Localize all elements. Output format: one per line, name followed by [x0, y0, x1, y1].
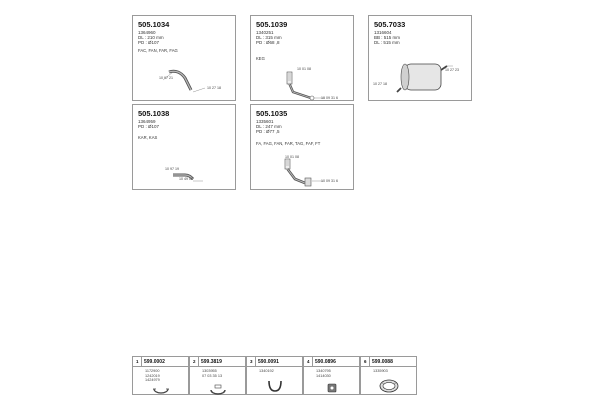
clamp-icon [209, 383, 227, 395]
accessory-ref: 1414030 [316, 373, 331, 378]
accessory-number: 1 [136, 359, 139, 364]
part-diameter: DL : 515 mm [374, 40, 400, 45]
callout: 10 97 21 [159, 76, 173, 80]
accessory-card-1[interactable] [132, 356, 189, 395]
part-diameter: PD : Ø68 ,8 [256, 40, 280, 45]
callout: 10 09 31 6 [321, 179, 338, 183]
part-ref: 1364959 [138, 119, 156, 124]
divider [361, 366, 416, 367]
accessory-refs [145, 369, 160, 383]
part-diameter: PD : Ø107 [138, 124, 160, 129]
accessory-refs [373, 369, 388, 374]
part-code: 505.1034 [138, 20, 170, 29]
accessory-card-4[interactable] [303, 356, 360, 395]
bracket-icon [266, 379, 284, 393]
part-length: BB : 515 mm [374, 35, 401, 40]
accessory-code: 599.0088 [372, 359, 393, 365]
accessory-card-2[interactable] [189, 356, 246, 395]
part-code: 505.1038 [138, 109, 170, 118]
pipe-drawing [163, 161, 223, 191]
accessory-ref: 1424979 [145, 378, 160, 383]
part-card-505-1039[interactable] [250, 15, 354, 101]
accessory-code: 590.0896 [315, 359, 336, 365]
accessory-code: 599.0002 [144, 359, 165, 365]
part-applications: FAC, FAN, FAR, FAG [138, 48, 178, 53]
accessory-ref: 1172900 [145, 369, 160, 373]
callout: 10 49 05 [179, 177, 193, 181]
part-applications: KEG [256, 56, 265, 61]
part-applications: FA, FAG, FAN, FAR, TAG, FAF, FT [256, 141, 321, 146]
gasket-ring-icon [378, 378, 400, 394]
accessory-card-6[interactable] [360, 356, 417, 395]
accessory-ref: 1335903 [373, 369, 388, 373]
callout: 10 97 19 [165, 167, 179, 171]
accessory-refs [202, 369, 222, 378]
accessory-code: 599.3819 [201, 359, 222, 365]
part-length: DL : 210 mm [138, 35, 164, 40]
part-diameter: PD : Ø77 ,5 [256, 129, 280, 134]
accessory-code: 590.0091 [258, 359, 279, 365]
part-diameter: PD : Ø107 [138, 40, 160, 45]
callout: 10 27 23 [445, 68, 459, 72]
part-length: DL : 247 mm [256, 124, 282, 129]
part-card-505-1034[interactable] [132, 15, 236, 101]
part-ref: 1335601 [256, 119, 274, 124]
accessory-ref: 1340795 [316, 369, 331, 373]
muffler-drawing [393, 52, 455, 98]
part-ref: 1316604 [374, 30, 392, 35]
part-ref: 1340251 [256, 30, 274, 35]
part-code: 505.1039 [256, 20, 288, 29]
divider [198, 357, 199, 366]
accessory-ref: 1242019 [145, 373, 160, 378]
clamp-icon [152, 383, 170, 395]
divider [190, 366, 245, 367]
divider [141, 357, 142, 366]
accessory-ref: 1340192 [259, 369, 274, 373]
callout: 10 27 18 [207, 86, 221, 90]
accessory-number: 4 [307, 359, 310, 364]
accessory-refs [259, 369, 274, 374]
divider [247, 366, 302, 367]
part-length: DL : 315 mm [256, 35, 282, 40]
part-card-505-1038[interactable] [132, 104, 236, 190]
divider [312, 357, 313, 366]
divider [304, 366, 359, 367]
accessory-number: 6 [364, 359, 367, 364]
part-code: 505.1035 [256, 109, 288, 118]
accessory-card-3[interactable] [246, 356, 303, 395]
accessory-refs [316, 369, 331, 378]
callout: 10 01 08 [285, 155, 299, 159]
divider [369, 357, 370, 366]
callout: 10 27 18 [373, 82, 387, 86]
pipe-drawing [281, 68, 341, 108]
accessory-ref: 07 03 35 13 [202, 373, 223, 378]
part-card-505-1035[interactable] [250, 104, 354, 190]
part-ref: 1364960 [138, 30, 156, 35]
part-code: 505.7033 [374, 20, 406, 29]
callout: 10 09 31 6 [321, 96, 338, 100]
accessory-ref: 1303955 [202, 369, 217, 373]
rubber-hanger-icon [325, 382, 339, 394]
accessory-number: 3 [250, 359, 253, 364]
callout: 10 01 08 [297, 67, 311, 71]
part-applications: KAR, KAS [138, 135, 158, 140]
accessory-number: 2 [193, 359, 196, 364]
part-card-505-7033[interactable] [368, 15, 472, 101]
divider [255, 357, 256, 366]
divider [133, 366, 188, 367]
